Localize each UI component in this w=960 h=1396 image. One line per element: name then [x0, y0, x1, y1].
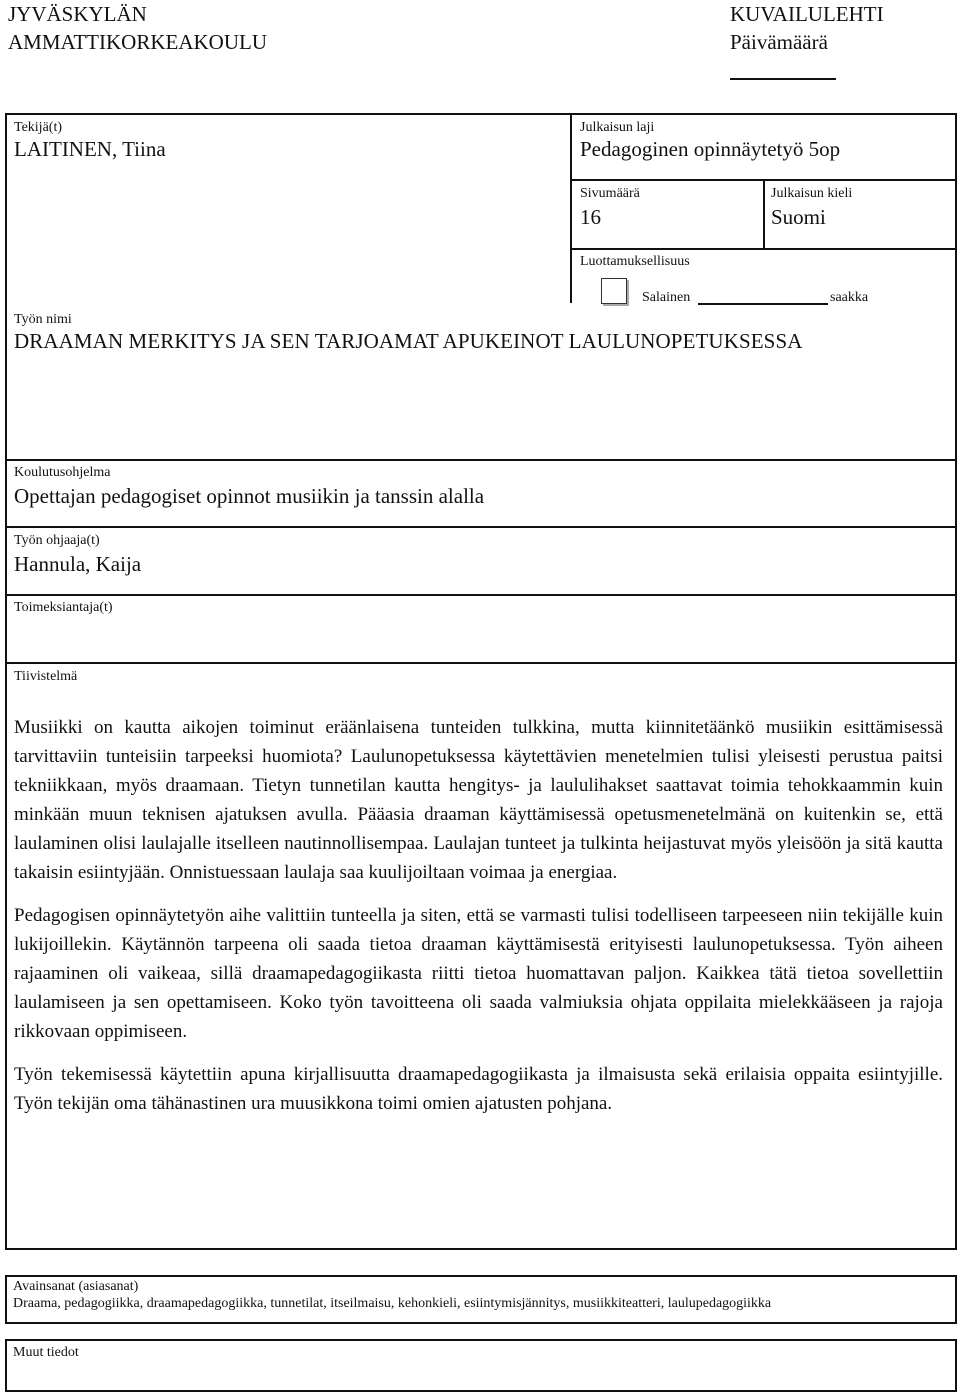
- document-type-block: [730, 0, 884, 56]
- abstract-paragraph-1: Musiikki on kautta aikojen toiminut eräänlaisena tunteiden tulkkina, mutta kiinnitetäänkö musiikin esittämisessä tarvittaviin tunteisiin tarpeeksi huomiota? Laulunopetuksessa käytettävien menetelmien tulisi yleisesti perustua paitsi tekniikkaan, myös draamaan. Tietyn tunnetilan kautta hengitys- ja laululihakset saattavat toimia tehokkaammin kuin minkään muun teknisen ajatuksen avulla. Pääasia draaman käyttämisessä opetusmenetelmänä on kuitenkin se, että laulaminen olisi laulajalle itselleen nautinnollisempaa. Laulajan tunteet ja tulkinta heijastuvat myös yleisöön ja sitä kautta takaisin esiintyjään. Onnistuessaan laulaja saa kuulijoiltaan voimaa ja energiaa.: [14, 717, 943, 883]
- program-value[interactable]: Opettajan pedagogiset opinnot musiikin ja tanssin alalla: [14, 484, 485, 508]
- abstract-paragraph-3: Työn tekemisessä käytettiin apuna kirjallisuutta draamapedagogiikasta ja ilmaisusta sekä erilaisia oppaita esiintyjille. Työn tekijän oma tähänastinen ura muusikkona toimi omien ajatusten pohjana.: [14, 1064, 943, 1114]
- supervisor-label: Työn ohjaaja(t): [14, 533, 100, 548]
- confidentiality-label: Luottamuksellisuus: [580, 254, 690, 269]
- abstract-paragraph-2: Pedagogisen opinnäytetyön aihe valittiin tunteella ja siten, että se varmasti tulisi todelliseen tarpeeseen niin tekijälle kuin lukijoillekin. Käytännön tarpeena oli saada tietoa draaman käyttämisestä erityisesti laulunopetuksessa. Työn aiheen rajaaminen oli vaikeaa, sillä draamapedagogiikasta riitti tietoa huomattavan paljon. Kaikkea tätä tietoa sovellettiin laulamiseen ja sen opettamiseen. Koko työn tavoitteena oli saada valmiuksia ohjata oppilaita mielekkääseen ja rajoja rikkovaan oppimiseen.: [14, 905, 943, 1042]
- supervisor-value[interactable]: Hannula, Kaija: [14, 552, 142, 576]
- supervisor-divider: [5, 526, 957, 528]
- other-info-box: [5, 1339, 957, 1392]
- organization-line-2: AMMATTIKORKEAKOULU: [8, 30, 267, 54]
- thesis-title-label: Työn nimi: [14, 312, 72, 327]
- commissioner-label: Toimeksiantaja(t): [14, 600, 113, 615]
- organization-line-1: JYVÄSKYLÄN: [8, 2, 147, 26]
- publication-type-value[interactable]: Pedagoginen opinnäytetyö 5op: [580, 137, 841, 161]
- pages-label: Sivumäärä: [580, 186, 640, 201]
- language-value[interactable]: Suomi: [771, 205, 826, 229]
- commissioner-divider: [5, 594, 957, 596]
- keywords-label: Avainsanat (asiasanat): [13, 1279, 139, 1294]
- pages-divider: [570, 248, 957, 250]
- publication-type-label: Julkaisun laji: [580, 120, 655, 135]
- keywords-value[interactable]: Draama, pedagogiikka, draamapedagogiikka, tunnetilat, itseilmaisu, kehonkieli, esiintymisjännitys, musiikkiteatteri, laulupedagogiikka: [13, 1296, 772, 1311]
- abstract-body: [14, 713, 943, 1118]
- pages-value[interactable]: 16: [580, 205, 601, 229]
- abstract-label: Tiivistelmä: [14, 669, 78, 684]
- program-label: Koulutusohjelma: [14, 465, 111, 480]
- author-value[interactable]: LAITINEN, Tiina: [14, 137, 166, 161]
- other-info-label: Muut tiedot: [13, 1345, 79, 1360]
- abstract-divider: [5, 662, 957, 664]
- secret-checkbox[interactable]: [601, 278, 627, 304]
- date-label: Päivämäärä: [730, 30, 828, 54]
- secret-label: Salainen: [642, 290, 691, 305]
- thesis-title-value[interactable]: DRAAMAN MERKITYS JA SEN TARJOAMAT APUKEINOT LAULUNOPETUKSESSA: [14, 329, 803, 353]
- document-type: KUVAILULEHTI: [730, 2, 884, 26]
- language-label: Julkaisun kieli: [771, 186, 853, 201]
- secret-until-label: saakka: [830, 290, 869, 305]
- secret-until-field-line[interactable]: [698, 303, 828, 305]
- date-field-line[interactable]: [730, 78, 836, 80]
- top-vertical-divider: [570, 113, 572, 303]
- author-label: Tekijä(t): [14, 120, 62, 135]
- pages-language-divider: [763, 179, 765, 249]
- program-divider: [5, 459, 957, 461]
- organization-name: [8, 0, 267, 56]
